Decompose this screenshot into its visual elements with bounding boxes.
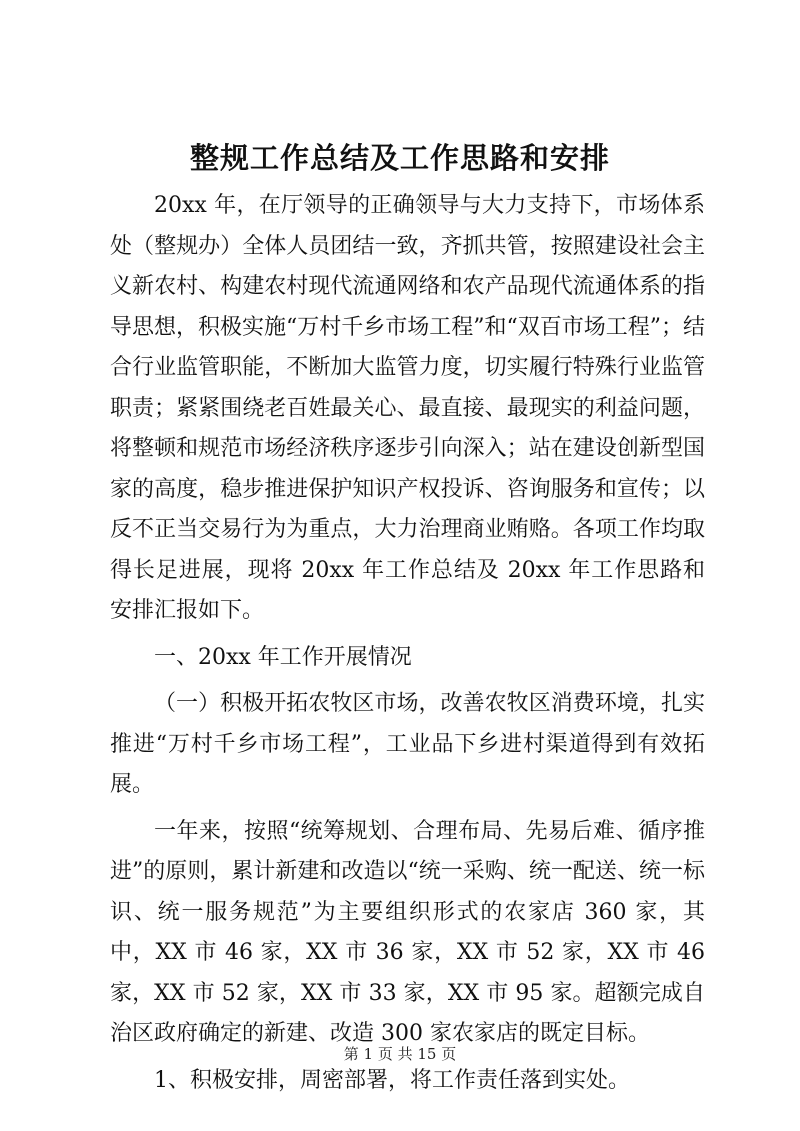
paragraph-intro: 20xx 年，在厅领导的正确领导与大力支持下，市场体系处（整规办）全体人员团结一致，齐抓共管，按照建设社会主义新农村、构建农村现代流通网络和农产品现代流通体系的指导思想，积极实施“万村千乡市场工程”和“双百市场工程”；结合行业监管职能，不断加大监管力度，切实履行特殊行业监管职责；紧紧围绕老百姓最关心、最直接、最现实的利益问题，将整顿和规范市场经济秩序逐步引向深入；站在建设创新型国家的高度，稳步推进保护知识产权投诉、咨询服务和宣传；以反不正当交易行为为重点，大力治理商业贿赂。各项工作均取得长足进展，现将 20xx 年工作总结及 20xx 年工作思路和安排汇报如下。: [110, 193, 705, 623]
section-heading-1: 一、20xx 年工作开展情况: [154, 644, 412, 670]
subsection-heading-1: （一）积极开拓农牧区市场，改善农牧区消费环境，扎实推进“万村千乡市场工程”，工业品下乡进村渠道得到有效拓展。: [110, 691, 705, 797]
page-footer: 第 1 页 共 15 页: [343, 1045, 457, 1063]
item-heading-1: 1、积极安排，周密部署，将工作责任落到实处。: [154, 1067, 630, 1093]
document-title: 整规工作总结及工作思路和安排: [189, 141, 610, 175]
document-body: [110, 186, 705, 1101]
paragraph-progress: 一年来，按照“统筹规划、合理布局、先易后难、循序推进”的原则，累计新建和改造以“统一采购、统一配送、统一标识、统一服务规范”为主要组织形式的农家店 360 家，其中，XX 市 46 家，XX 市 36 家，XX 市 52 家，XX 市 46 家，XX 市 52 家，XX 市 33 家，XX 市 95 家。超额完成自治区政府确定的新建、改造 300 家农家店的既定目标。: [110, 818, 705, 1046]
